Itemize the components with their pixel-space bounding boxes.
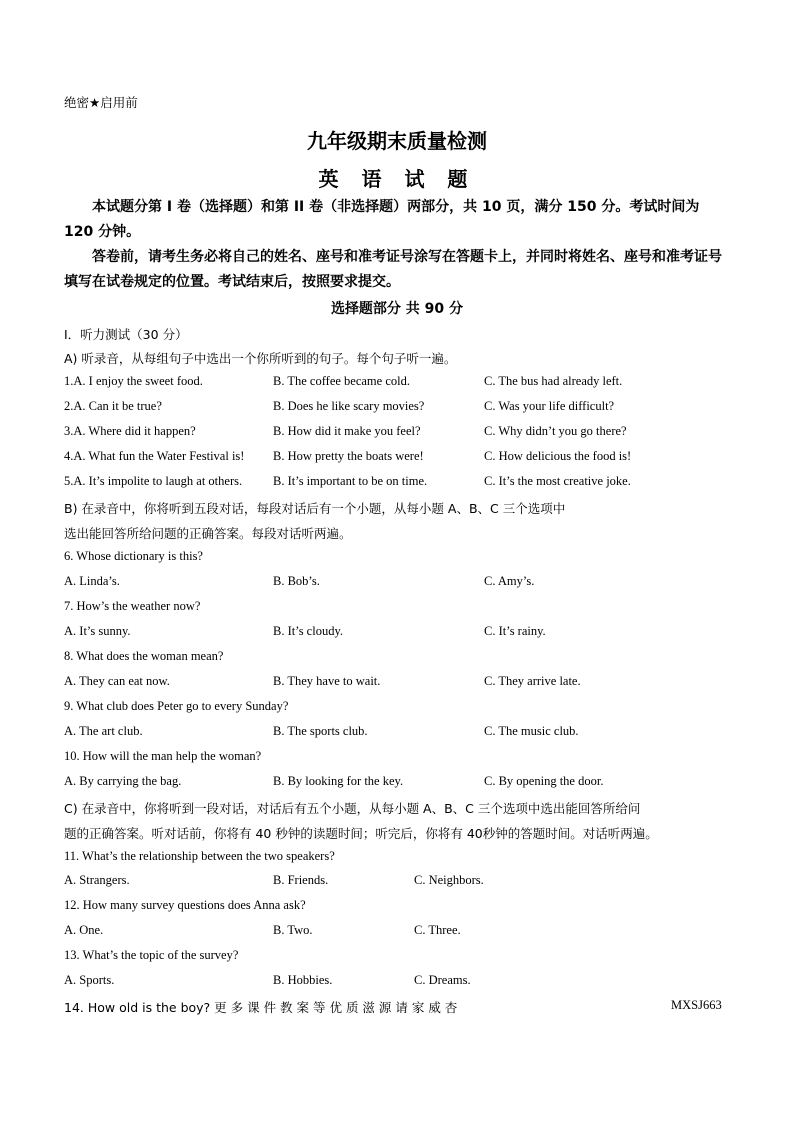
option-b: B. They have to wait. [273,674,381,688]
list-item [64,374,744,390]
option-c: C. Three. [414,923,461,937]
option-c: C. The bus had already left. [484,374,623,388]
part-a-instruction: A) 听录音，从每组句子中选出一个你所听到的句子。每个句子听一遍。 [64,351,457,366]
question-text: 10. How will the man help the woman? [64,749,262,763]
list-item [64,724,744,740]
option-b: B. It’s cloudy. [273,624,344,638]
section-title: 选择题部分 共 90 分 [330,301,464,317]
list-item [64,424,744,440]
option-c: C. It’s rainy. [484,624,546,638]
list-item [64,624,744,640]
question-14-text: 14. How old is the boy? 更 多 课 件 教 案 等 优 质 滋 源 请 家 威 杏 [64,1000,458,1015]
option-b: B. How did it make you feel? [273,424,421,438]
option-c: C. Was your life difficult? [484,399,615,413]
option-b: B. Hobbies. [273,973,333,987]
question-text: 6. Whose dictionary is this? [64,549,203,563]
option-a: A. One. [64,923,104,937]
list-item [64,923,744,939]
list-item [64,674,744,690]
question-text: 8. What does the woman mean? [64,649,224,663]
option-b: B. Bob’s. [273,574,320,588]
list-item [64,474,744,490]
question-text: 7. How’s the weather now? [64,599,201,613]
intro-paragraph-2: 答卷前，请考生务必将自己的姓名、座号和准考证号涂写在答题卡上，并同时将姓名、座号和准考证号填写在试卷规定的位置。考试结束后，按照要求提交。 [64,249,722,290]
option-a: A. Linda’s. [64,574,120,588]
option-c: C. By opening the door. [484,774,604,788]
option-c: C. Neighbors. [414,873,484,887]
question-text: 9. What club does Peter go to every Sunday? [64,699,289,713]
part-b-instruction-line2: 选出能回答所给问题的正确答案。每段对话听两遍。 [64,526,352,541]
page-title: 九年级期末质量检测 [307,129,487,153]
list-item [64,399,744,415]
option-a: A. It’s sunny. [64,624,131,638]
option-a: A. The art club. [64,724,143,738]
option-c: C. Why didn’t you go there? [484,424,627,438]
part-b-instruction-line1: B) 在录音中，你将听到五段对话，每段对话后有一个小题，从每小题 A、B、C 三个选项中 [64,501,566,516]
option-c: C. The music club. [484,724,579,738]
option-b: B. How pretty the boats were! [273,449,424,463]
option-a: 1.A. I enjoy the sweet food. [64,374,203,388]
option-b: B. Two. [273,923,313,937]
part-c-instruction-line1: C) 在录音中，你将听到一段对话，对话后有五个小题，从每小题 A、B、C 三个选项中选出能回答所给问 [64,801,641,816]
option-b: B. Does he like scary movies? [273,399,425,413]
option-a: 2.A. Can it be true? [64,399,162,413]
option-a: A. By carrying the bag. [64,774,182,788]
list-item [64,873,744,889]
page-subtitle: 英 语 试 题 [318,167,476,191]
list-item [64,774,744,790]
option-a: A. Strangers. [64,873,130,887]
question-text: 13. What’s the topic of the survey? [64,948,239,962]
option-b: B. By looking for the key. [273,774,404,788]
option-a: A. They can eat now. [64,674,170,688]
option-c: C. Dreams. [414,973,471,987]
option-a: 4.A. What fun the Water Festival is! [64,449,245,463]
option-c: C. They arrive late. [484,674,581,688]
list-item [64,973,744,989]
list-item [64,449,744,465]
option-b: B. Friends. [273,873,329,887]
question-text: 12. How many survey questions does Anna ask? [64,898,306,912]
option-c: C. How delicious the food is! [484,449,632,463]
list-item [64,574,744,590]
document-code: MXSJ663 [671,998,722,1012]
part-c-instruction-line2: 题的正确答案。听对话前，你将有 40 秒钟的读题时间；听完后，你将有 40秒钟的答题时间。对话听两遍。 [64,826,658,841]
option-b: B. The coffee became cold. [273,374,410,388]
option-c: C. It’s the most creative joke. [484,474,631,488]
option-a: A. Sports. [64,973,115,987]
option-a: 3.A. Where did it happen? [64,424,196,438]
part1-heading: I．听力测试（30 分） [64,327,188,342]
option-b: B. The sports club. [273,724,368,738]
option-c: C. Amy’s. [484,574,535,588]
option-b: B. It’s important to be on time. [273,474,428,488]
secret-mark: 绝密★启用前 [64,95,138,110]
intro-paragraph-1: 本试题分第 I 卷（选择题）和第 II 卷（非选择题）两部分，共 10 页，满分 150 分。考试时间为 120 分钟。 [64,199,700,240]
option-a: 5.A. It’s impolite to laugh at others. [64,474,243,488]
question-text: 11. What’s the relationship between the two speakers? [64,849,335,863]
